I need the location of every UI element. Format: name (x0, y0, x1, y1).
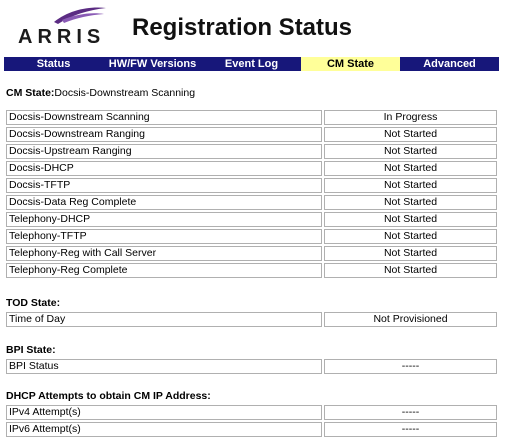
row-label: Docsis-Downstream Scanning (6, 110, 322, 125)
row-status: ----- (324, 422, 497, 437)
tab-hw-fw-versions[interactable]: HW/FW Versions (108, 58, 197, 70)
row-status: Not Started (324, 127, 497, 142)
table-row (6, 178, 497, 193)
row-label: Docsis-DHCP (6, 161, 322, 176)
nav-bar (4, 57, 499, 71)
row-label: Telephony-Reg Complete (6, 263, 322, 278)
row-label: Telephony-DHCP (6, 212, 322, 227)
page-title: Registration Status (132, 14, 353, 41)
cm-state-label: CM State: (6, 87, 55, 99)
row-label: Time of Day (6, 312, 322, 327)
row-status: Not Provisioned (324, 312, 497, 327)
tab-advanced[interactable]: Advanced (423, 58, 476, 70)
table-row (6, 246, 497, 261)
table-row (6, 161, 497, 176)
dhcp-label (6, 390, 211, 402)
row-label: BPI Status (6, 359, 322, 374)
tab-status[interactable]: Status (36, 58, 71, 70)
tod-state-table (4, 310, 499, 329)
row-status: Not Started (324, 144, 497, 159)
bpi-state-heading: BPI State: (6, 344, 56, 356)
row-status: Not Started (324, 263, 497, 278)
table-row (6, 422, 497, 437)
row-status: ----- (324, 405, 497, 420)
row-status: ----- (324, 359, 497, 374)
table-row (6, 212, 497, 227)
cm-state-table (4, 108, 499, 280)
tab-cm-state[interactable]: CM State (301, 57, 400, 71)
table-row (6, 229, 497, 244)
row-label: IPv6 Attempt(s) (6, 422, 322, 437)
tab-event-log[interactable]: Event Log (224, 58, 279, 70)
row-label: Docsis-TFTP (6, 178, 322, 193)
row-status: Not Started (324, 212, 497, 227)
row-label: Telephony-TFTP (6, 229, 322, 244)
header (0, 0, 516, 56)
row-status: In Progress (324, 110, 497, 125)
table-row (6, 405, 497, 420)
row-label: Telephony-Reg with Call Server (6, 246, 322, 261)
table-row (6, 263, 497, 278)
bpi-state-table (4, 357, 499, 376)
table-row (6, 312, 497, 327)
row-label: Docsis-Downstream Ranging (6, 127, 322, 142)
row-status: Not Started (324, 246, 497, 261)
logo-text: ARRIS (18, 26, 106, 48)
bpi-state-label (6, 344, 56, 356)
tod-state-label (6, 297, 60, 309)
cm-state-line (6, 87, 195, 99)
cm-state-value: Docsis-Downstream Scanning (54, 87, 196, 99)
table-row (6, 359, 497, 374)
row-label: IPv4 Attempt(s) (6, 405, 322, 420)
row-label: Docsis-Upstream Ranging (6, 144, 322, 159)
row-status: Not Started (324, 161, 497, 176)
row-status: Not Started (324, 178, 497, 193)
dhcp-heading: DHCP Attempts to obtain CM IP Address: (6, 390, 211, 402)
table-row (6, 127, 497, 142)
table-row (6, 110, 497, 125)
table-row (6, 144, 497, 159)
row-status: Not Started (324, 229, 497, 244)
tod-state-heading: TOD State: (6, 297, 61, 309)
row-label: Docsis-Data Reg Complete (6, 195, 322, 210)
row-status: Not Started (324, 195, 497, 210)
dhcp-table (4, 403, 499, 439)
table-row (6, 195, 497, 210)
arris-logo (14, 6, 114, 50)
